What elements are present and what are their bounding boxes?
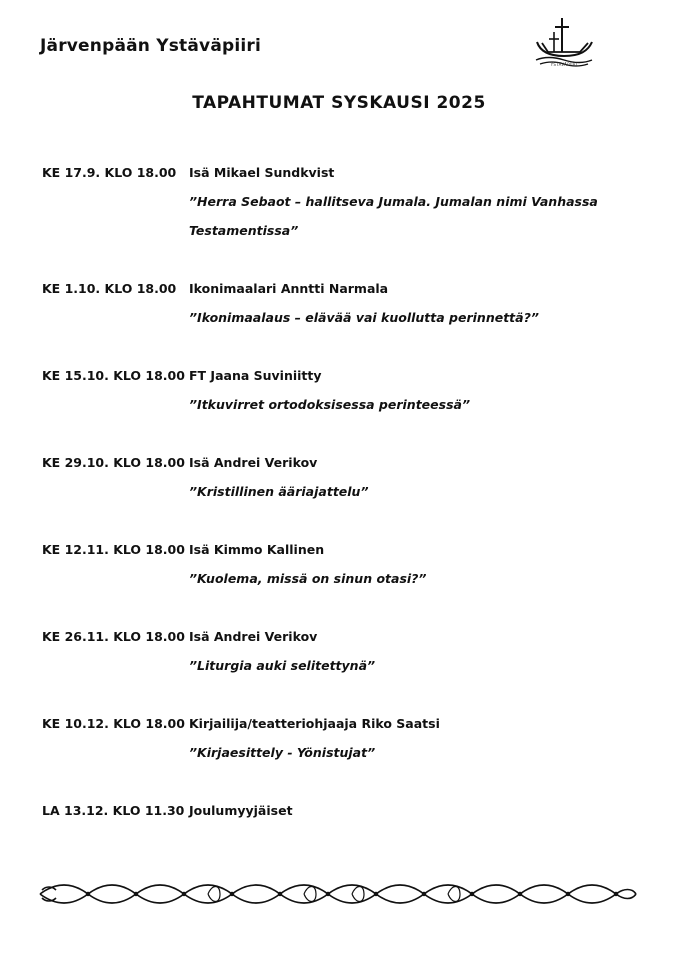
event-speaker: Joulumyyjäiset (189, 803, 293, 818)
event-topic: ”Itkuvirret ortodoksisessa perinteessä” (189, 397, 470, 412)
event-speaker: Isä Andrei Verikov (189, 455, 318, 470)
event-date: KE 26.11. KLO 18.00 (42, 629, 185, 644)
event-date: KE 1.10. KLO 18.00 (42, 281, 177, 296)
event-list (42, 158, 642, 825)
event-speaker: FT Jaana Suviniitty (189, 368, 322, 383)
event-topic: ”Liturgia auki selitettynä” (189, 658, 376, 673)
event-item (42, 622, 642, 680)
organization-name: Järvenpään Ystäväpiiri (40, 36, 262, 56)
event-item (42, 535, 642, 593)
page-title: TAPAHTUMAT SYSKAUSI 2025 (192, 93, 486, 113)
event-speaker: Ikonimaalari Anntti Narmala (189, 281, 389, 296)
event-item (42, 274, 642, 332)
logo-caption: YSTÄVÄPIIRI (550, 62, 578, 67)
event-topic: ”Kirjaesittely - Yönistujat” (189, 745, 376, 760)
event-speaker: Isä Mikael Sundkvist (189, 165, 335, 180)
event-date: KE 17.9. KLO 18.00 (42, 165, 177, 180)
braided-border-ornament (36, 874, 640, 914)
event-speaker: Kirjailija/teatteriohjaaja Riko Saatsi (189, 716, 440, 731)
event-date: KE 12.11. KLO 18.00 (42, 542, 185, 557)
event-item (42, 709, 642, 767)
event-topic: ”Kristillinen ääriajattelu” (189, 484, 369, 499)
event-speaker: Isä Kimmo Kallinen (189, 542, 325, 557)
event-item (42, 158, 642, 245)
event-date: LA 13.12. KLO 11.30 (42, 803, 185, 818)
event-item (42, 361, 642, 419)
event-item (42, 448, 642, 506)
event-date: KE 29.10. KLO 18.00 (42, 455, 185, 470)
event-date: KE 15.10. KLO 18.00 (42, 368, 185, 383)
event-topic: ”Kuolema, missä on sinun otasi?” (189, 571, 427, 586)
event-item (42, 796, 642, 825)
event-topic: ”Ikonimaalaus – elävää vai kuollutta perinnettä?” (189, 310, 539, 325)
event-date: KE 10.12. KLO 18.00 (42, 716, 185, 731)
event-topic: ”Herra Sebaot – hallitseva Jumala. Jumalan nimi Vanhassa (189, 194, 598, 209)
event-topic-continued: Testamentissa” (189, 223, 299, 238)
event-speaker: Isä Andrei Verikov (189, 629, 318, 644)
